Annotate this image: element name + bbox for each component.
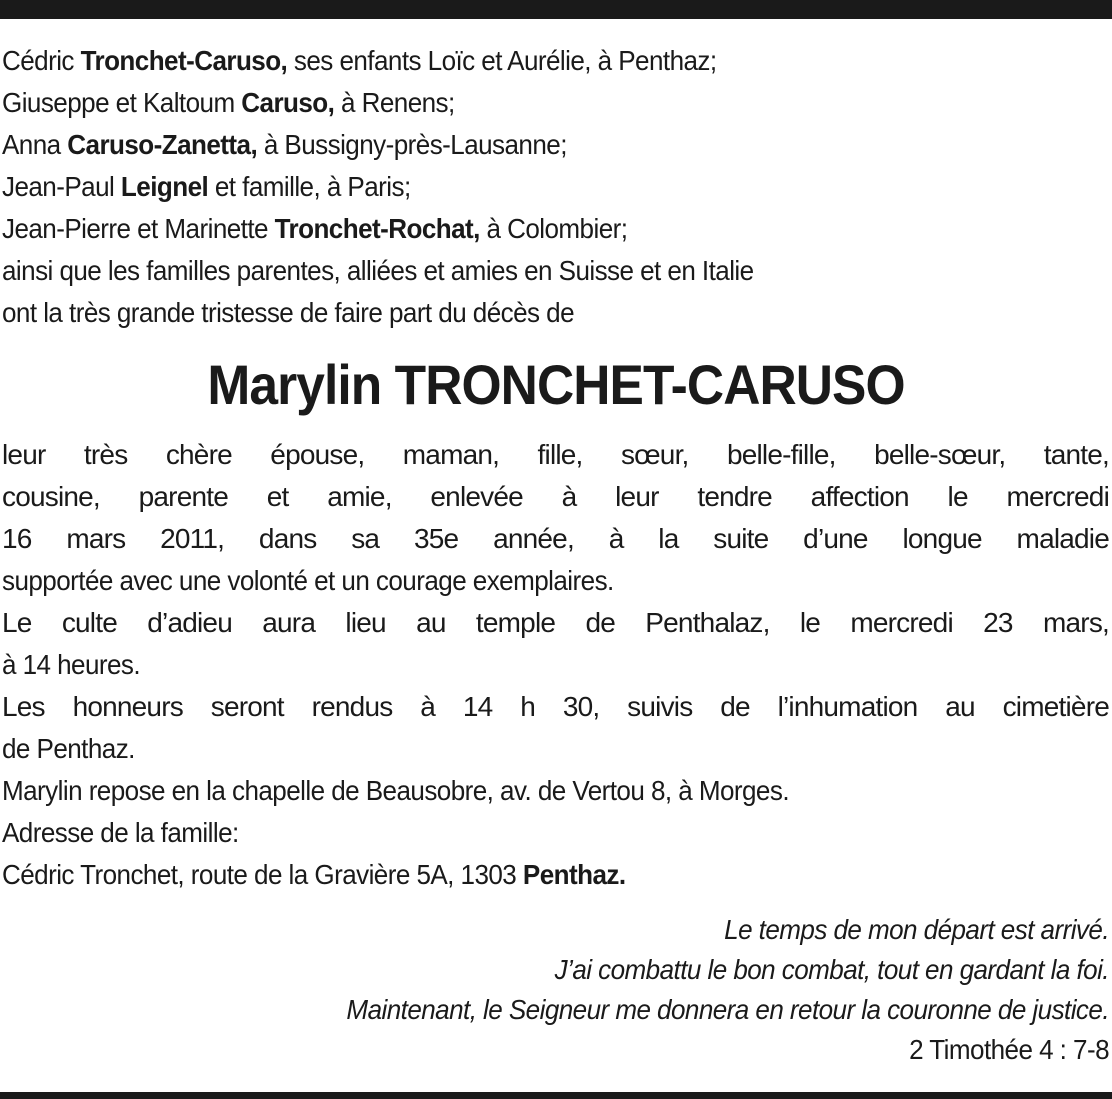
- quote-line: Maintenant, le Seigneur me donnera en retour la couronne de justice.: [346, 994, 1109, 1025]
- family-surname: Tronchet-Caruso,: [80, 45, 288, 76]
- bible-quote: [9, 910, 1109, 1070]
- honours-line: de Penthaz.: [2, 733, 135, 764]
- family-line: Cédric Tronchet-Caruso, ses enfants Loïc et Aurélie, à Penthaz;: [2, 45, 717, 76]
- family-line: ainsi que les familles parentes, alliées et amies en Suisse et en Italie: [2, 255, 754, 286]
- paragraph-line: cousine, parente et amie, enlevée à leur tendre affection le mercredi: [2, 481, 1109, 512]
- family-list: [2, 40, 1107, 334]
- quote-line: Le temps de mon départ est arrivé.: [724, 914, 1109, 945]
- address-town: Penthaz.: [522, 859, 626, 890]
- family-surname: Tronchet-Rochat,: [274, 213, 480, 244]
- family-line: Anna Caruso-Zanetta, à Bussigny-près-Lausanne;: [2, 129, 567, 160]
- address-label: Adresse de la famille:: [2, 817, 239, 848]
- quote-reference: 2 Timothée 4 : 7-8: [909, 1034, 1109, 1065]
- top-rule: [0, 0, 1112, 19]
- paragraph-line: leur très chère épouse, maman, fille, sœur, belle-fille, belle-sœur, tante,: [2, 439, 1109, 470]
- family-line: Jean-Pierre et Marinette Tronchet-Rochat, à Colombier;: [2, 213, 628, 244]
- family-line: Giuseppe et Kaltoum Caruso, à Renens;: [2, 87, 455, 118]
- address-line: Cédric Tronchet, route de la Gravière 5A, 1303 Penthaz.: [2, 859, 626, 890]
- bottom-rule: [0, 1092, 1112, 1099]
- quote-line: J’ai combattu le bon combat, tout en gardant la foi.: [554, 954, 1109, 985]
- rest-line: Marylin repose en la chapelle de Beausobre, av. de Vertou 8, à Morges.: [2, 775, 790, 806]
- deceased-name: Marylin TRONCHET-CARUSO: [207, 353, 905, 416]
- family-surname: Caruso,: [241, 87, 335, 118]
- ceremony-line: Le culte d’adieu aura lieu au temple de Penthalaz, le mercredi 23 mars,: [2, 607, 1109, 638]
- paragraph-line: 16 mars 2011, dans sa 35e année, à la suite d’une longue maladie: [2, 523, 1109, 554]
- family-surname: Leignel: [120, 171, 209, 202]
- family-line: ont la très grande tristesse de faire part du décès de: [2, 297, 575, 328]
- ceremony-line: à 14 heures.: [2, 649, 141, 680]
- family-surname: Caruso-Zanetta,: [67, 129, 258, 160]
- paragraph-line: supportée avec une volonté et un courage exemplaires.: [2, 565, 614, 596]
- honours-line: Les honneurs seront rendus à 14 h 30, suivis de l’inhumation au cimetière: [2, 691, 1109, 722]
- notice-body: [2, 434, 1109, 896]
- family-line: Jean-Paul Leignel et famille, à Paris;: [2, 171, 411, 202]
